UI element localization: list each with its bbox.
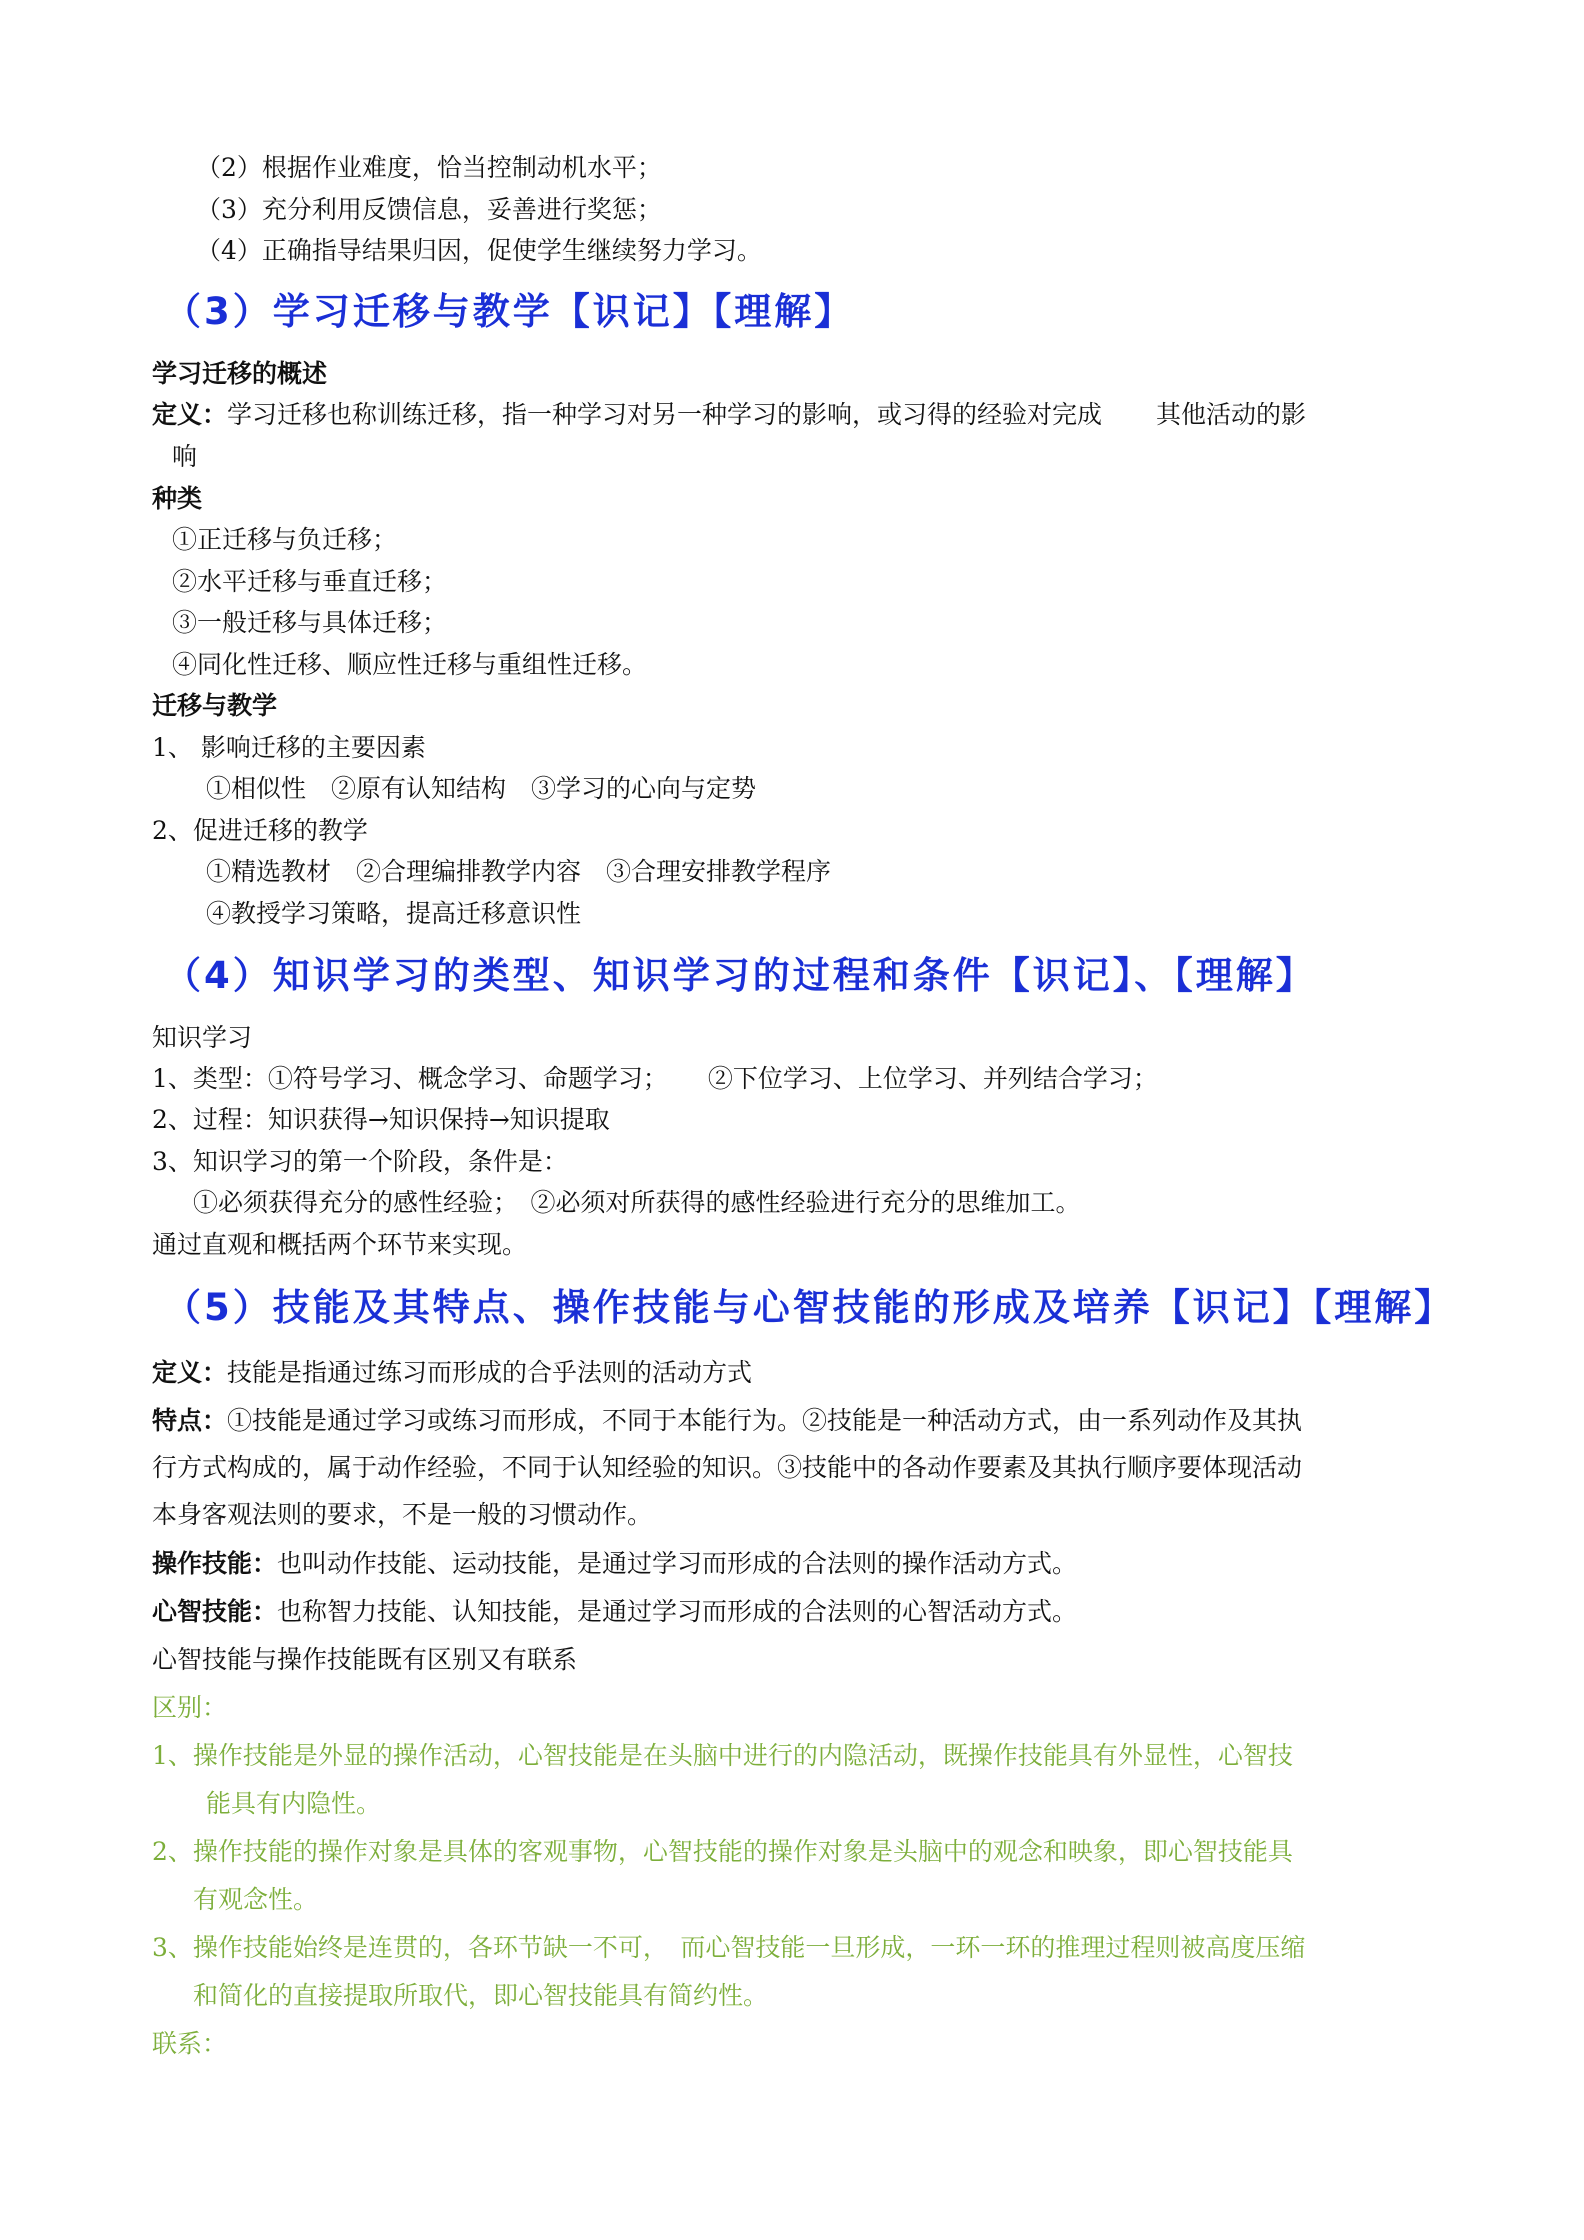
factors-title: 1、 影响迁移的主要因素 [152, 733, 426, 762]
difference-2b: 有观念性。 [193, 1885, 319, 1914]
link-title: 联系： [152, 2029, 228, 2058]
knowledge-title: 知识学习 [152, 1023, 253, 1052]
promote-title: 2、促进迁移的教学 [152, 816, 368, 845]
intro-line-3: （4）正确指导结果归因，促使学生继续努力学习。 [196, 236, 762, 265]
definition-label: 定义： [152, 400, 228, 429]
transfer-overview-title: 学习迁移的概述 [152, 359, 328, 388]
promote-list-1: ①精选教材 ②合理编排教学内容 ③合理安排教学程序 [206, 857, 832, 886]
transfer-definition-cont: 响 [172, 442, 198, 471]
skill-feat-label: 特点： [152, 1406, 228, 1435]
section-3-heading: （3）学习迁移与教学【识记】【理解】 [164, 290, 855, 333]
definition-text-a: 学习迁移也称训练迁移，指一种学习对另一种学习的影响，或习得的经验对完成 [227, 400, 1103, 429]
operation-skill [152, 1547, 1077, 1581]
skill-def-text: 技能是指通过练习而形成的合乎法则的活动方式 [227, 1358, 753, 1387]
skill-relation: 心智技能与操作技能既有区别又有联系 [152, 1645, 578, 1674]
mind-skill-text: 也称智力技能、认知技能，是通过学习而形成的合法则的心智活动方式。 [277, 1597, 1078, 1626]
skill-features-3: 本身客观法则的要求，不是一般的习惯动作。 [152, 1500, 653, 1529]
difference-1b: 能具有内隐性。 [206, 1789, 382, 1818]
knowledge-process: 2、过程：知识获得→知识保持→知识提取 [152, 1105, 610, 1134]
knowledge-types-b: ②下位学习、上位学习、并列结合学习； [707, 1064, 1158, 1093]
skill-features-2: 行方式构成的，属于动作经验，不同于认知经验的知识。③技能中的各动作要素及其执行顺序要体现活动 [152, 1453, 1303, 1482]
difference-2a: 2、操作技能的操作对象是具体的客观事物，心智技能的操作对象是头脑中的观念和映象，即心智技能具 [152, 1837, 1293, 1866]
kinds-title: 种类 [152, 484, 203, 513]
kind-item: ②水平迁移与垂直迁移； [172, 567, 448, 596]
factors-list: ①相似性 ②原有认知结构 ③学习的心向与定势 [206, 774, 757, 803]
knowledge-conditions: ①必须获得充分的感性经验； ②必须对所获得的感性经验进行充分的思维加工。 [193, 1188, 1081, 1217]
intro-line-2: （3）充分利用反馈信息，妥善进行奖惩； [196, 195, 662, 224]
intro-line-1: （2）根据作业难度，恰当控制动机水平； [196, 153, 662, 182]
operation-skill-label: 操作技能： [152, 1549, 278, 1578]
difference-1a: 1、操作技能是外显的操作活动，心智技能是在头脑中进行的内隐活动，既操作技能具有外显性，心智技 [152, 1741, 1293, 1770]
section-5-heading: （5）技能及其特点、操作技能与心智技能的形成及培养【识记】【理解】 [164, 1286, 1455, 1329]
knowledge-types [152, 1062, 1158, 1096]
promote-list-2: ④教授学习策略，提高迁移意识性 [206, 899, 582, 928]
knowledge-realize: 通过直观和概括两个环节来实现。 [152, 1230, 528, 1259]
kind-item: ①正迁移与负迁移； [172, 525, 398, 554]
kind-item: ③一般迁移与具体迁移； [172, 608, 448, 637]
mind-skill-label: 心智技能： [152, 1597, 278, 1626]
operation-skill-text: 也叫动作技能、运动技能，是通过学习而形成的合法则的操作活动方式。 [277, 1549, 1078, 1578]
transfer-definition [152, 398, 1306, 432]
transfer-teaching-title: 迁移与教学 [152, 691, 278, 720]
difference-3a: 3、操作技能始终是连贯的，各环节缺一不可， 而心智技能一旦形成，一环一环的推理过程则被高度压缩 [152, 1933, 1306, 1962]
section-4-heading: （4）知识学习的类型、知识学习的过程和条件【识记】、【理解】 [164, 954, 1316, 997]
skill-def-label: 定义： [152, 1358, 228, 1387]
skill-definition [152, 1356, 752, 1390]
kind-item: ④同化性迁移、顺应性迁移与重组性迁移。 [172, 650, 648, 679]
difference-title: 区别： [152, 1693, 228, 1722]
definition-text-b: 其他活动的影 [1156, 400, 1307, 429]
skill-features-1 [152, 1404, 1302, 1438]
skill-feat-text-1: ①技能是通过学习或练习而形成，不同于本能行为。②技能是一种活动方式，由一系列动作及其执 [227, 1406, 1303, 1435]
mind-skill [152, 1595, 1077, 1629]
difference-3b: 和简化的直接提取所取代，即心智技能具有简约性。 [193, 1981, 769, 2010]
knowledge-stage: 3、知识学习的第一个阶段，条件是： [152, 1147, 568, 1176]
knowledge-types-a: 1、类型：①符号学习、概念学习、命题学习； [152, 1064, 668, 1093]
